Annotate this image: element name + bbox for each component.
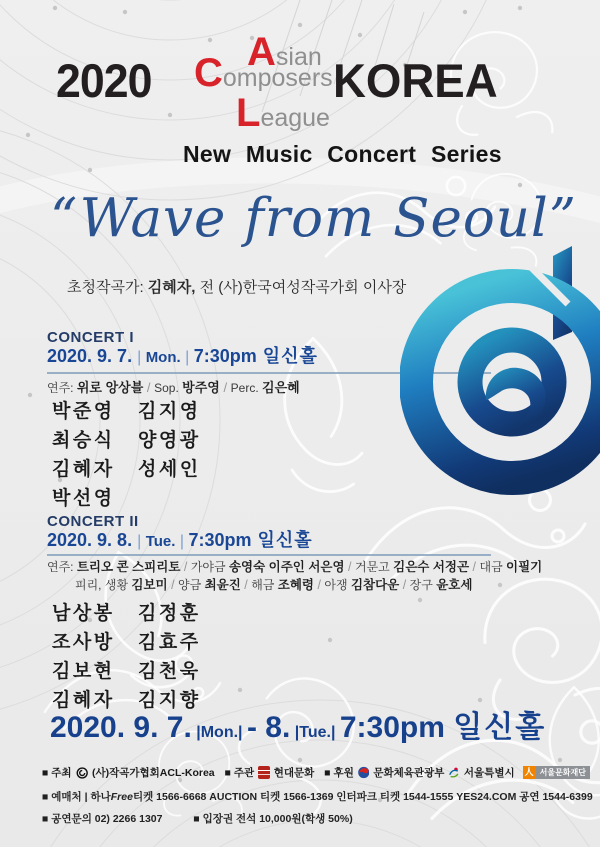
text-segment: 송영숙 이주인 서은영 <box>228 560 345 574</box>
concert1-performers <box>47 380 300 396</box>
text-segment: 김은혜 <box>262 380 300 395</box>
acl-letter-c: C <box>194 51 223 95</box>
text-segment: | <box>137 349 146 366</box>
acl-association-logo-icon <box>76 766 88 780</box>
text-segment: 김참다운 <box>350 578 400 592</box>
text-segment: 하나 <box>90 791 111 803</box>
host-label: ■ 주최 <box>42 767 72 779</box>
korea-title: KOREA <box>333 54 498 107</box>
text-segment: 방주영 <box>182 380 220 395</box>
text-segment: / <box>469 560 480 574</box>
text-segment: 전 (사)한국여성작곡가회 이사장 <box>195 279 407 296</box>
text-segment: Free <box>110 791 133 803</box>
text-segment: ■ 예매처 | <box>42 791 91 803</box>
text-segment: | <box>180 349 194 366</box>
seoul-city-icon <box>448 766 460 779</box>
text-segment: 2020. 9. 8. <box>47 530 138 550</box>
foundation-badge-icon: 人 <box>524 767 534 777</box>
text-segment: 7:30pm <box>339 711 454 744</box>
text-segment: 7:30pm <box>188 530 252 550</box>
text-segment: |Mon.| <box>191 724 247 741</box>
text-segment: | <box>137 533 146 550</box>
text-segment: 김혜자, <box>147 279 196 296</box>
text-segment: 연주: <box>47 560 77 574</box>
text-segment: / <box>399 578 410 592</box>
composer-name: 양영광 <box>138 430 201 451</box>
text-segment: 트리오 콘 스피리토 <box>76 560 181 574</box>
host-name: (사)작곡가협회ACL-Korea <box>91 767 215 779</box>
concert1-heading: CONCERT I <box>47 329 134 346</box>
text-segment: Mon. <box>145 349 181 366</box>
series-subtitle: New Music Concert Series <box>183 141 502 167</box>
seoul-culture-foundation-badge <box>523 766 590 779</box>
composer-name: 김혜자 <box>52 690 115 711</box>
sponsor-gov-name: 문화체육관광부 <box>373 767 445 779</box>
text-segment: 가야금 <box>190 560 229 574</box>
composer-name: 성세인 <box>138 459 201 480</box>
acl-word-composers <box>194 51 333 95</box>
composer-name: 박선영 <box>52 488 115 509</box>
text-segment: 최윤진 <box>204 578 241 592</box>
text-segment: / <box>240 578 252 592</box>
text-segment: 연주: <box>47 381 77 395</box>
text-segment: / <box>143 380 155 395</box>
hyundai-culture-seal-icon <box>258 766 270 779</box>
text-segment: 티켓 1566-6668 <box>132 791 210 803</box>
text-segment: 초청작곡가: <box>67 279 148 296</box>
text-segment: AUCTION 티켓 1566-1369 <box>209 791 337 803</box>
composer-name: 김정훈 <box>138 603 201 624</box>
composer-name: 김지영 <box>138 401 201 422</box>
text-segment: / <box>344 560 355 574</box>
year-title: 2020 <box>56 54 152 107</box>
concert2-performers-line1 <box>47 560 542 575</box>
text-segment: 일신홀 <box>251 530 313 550</box>
acl-rest-eague: eague <box>260 104 330 132</box>
footer-info-line <box>42 811 381 826</box>
text-segment: 대금 <box>479 560 507 574</box>
sponsor-city-name: 서울특별시 <box>463 767 515 779</box>
concert1-composer-list <box>52 401 201 509</box>
text-segment: / <box>167 578 179 592</box>
text-segment: / <box>180 560 191 574</box>
text-segment: 아쟁 <box>324 578 351 592</box>
text-segment: 일신홀 <box>256 346 318 366</box>
text-segment: 인터파크 티켓 1544-1555 <box>336 791 457 803</box>
composer-name: 박준영 <box>52 401 115 422</box>
text-segment: - 8. <box>246 711 291 744</box>
text-segment: 2020. 9. 7. <box>47 346 138 366</box>
text-segment: YES24.COM 공연 1544-6399 <box>456 791 593 803</box>
composer-name: 김혜자 <box>52 459 115 480</box>
composer-name: 김효주 <box>138 632 201 653</box>
text-segment: 2020. 9. 7. <box>50 711 192 744</box>
text-segment: Sop. <box>154 381 183 395</box>
text-segment: Perc. <box>230 381 263 395</box>
acl-rest-sian: sian <box>275 43 322 71</box>
text-segment: 김은수 서정곤 <box>393 560 470 574</box>
text-segment: 일신홀 <box>453 711 547 744</box>
text-segment: 피리, 생황 <box>75 578 132 592</box>
composer-name: 조사방 <box>52 632 115 653</box>
foundation-badge-label: 서울문화재단 <box>536 766 590 779</box>
composer-name: 최승식 <box>52 430 115 451</box>
footer-credits-line <box>42 765 590 780</box>
text-segment: 거문고 <box>355 560 394 574</box>
sponsor-label: ■ 후원 <box>324 767 354 779</box>
composer-name: 김지향 <box>138 690 201 711</box>
text-segment: 7:30pm <box>193 346 257 366</box>
acl-letter-a: A <box>247 30 276 74</box>
text-segment: 이필기 <box>506 560 543 574</box>
footer-ticketing-line <box>42 789 593 804</box>
acl-word-league <box>236 91 330 135</box>
composer-name: 남상봉 <box>52 603 115 624</box>
organizer-label: ■ 주관 <box>224 767 255 779</box>
acl-rest-omposers: omposers <box>222 64 333 92</box>
text-segment: 해금 <box>251 578 278 592</box>
concert1-datetime <box>47 347 318 366</box>
concert2-heading: CONCERT II <box>47 513 139 530</box>
text-segment: 김보미 <box>131 578 168 592</box>
acl-letter-l: L <box>236 91 261 135</box>
event-date-banner <box>50 711 546 744</box>
text-segment: |Tue.| <box>290 724 340 741</box>
text-segment: | <box>175 533 189 550</box>
text-segment: 조혜령 <box>277 578 314 592</box>
text-segment: 위로 앙상블 <box>76 380 144 395</box>
text-segment: 윤호세 <box>436 578 473 592</box>
invited-composer-line <box>67 276 406 297</box>
text-segment: 양금 <box>178 578 205 592</box>
composer-name: 김보현 <box>52 661 115 682</box>
concert2-datetime <box>47 531 313 550</box>
concert2-performers-line2 <box>75 578 472 593</box>
text-segment: Tue. <box>145 533 176 550</box>
taegeuk-mcst-icon <box>358 766 370 779</box>
text-segment: 장구 <box>409 578 437 592</box>
contact-phone: ■ 공연문의 02) 2266 1307 <box>42 813 163 825</box>
text-segment: / <box>313 578 325 592</box>
wave-from-seoul-title: “Wave from Seoul” <box>50 188 577 249</box>
text-segment: / <box>219 380 231 395</box>
ticket-price: ■ 입장권 전석 10,000원(학생 50%) <box>193 813 353 825</box>
organizer-name: 현대문화 <box>273 767 315 779</box>
composer-name: 김천욱 <box>138 661 201 682</box>
concert2-composer-list <box>52 603 201 711</box>
